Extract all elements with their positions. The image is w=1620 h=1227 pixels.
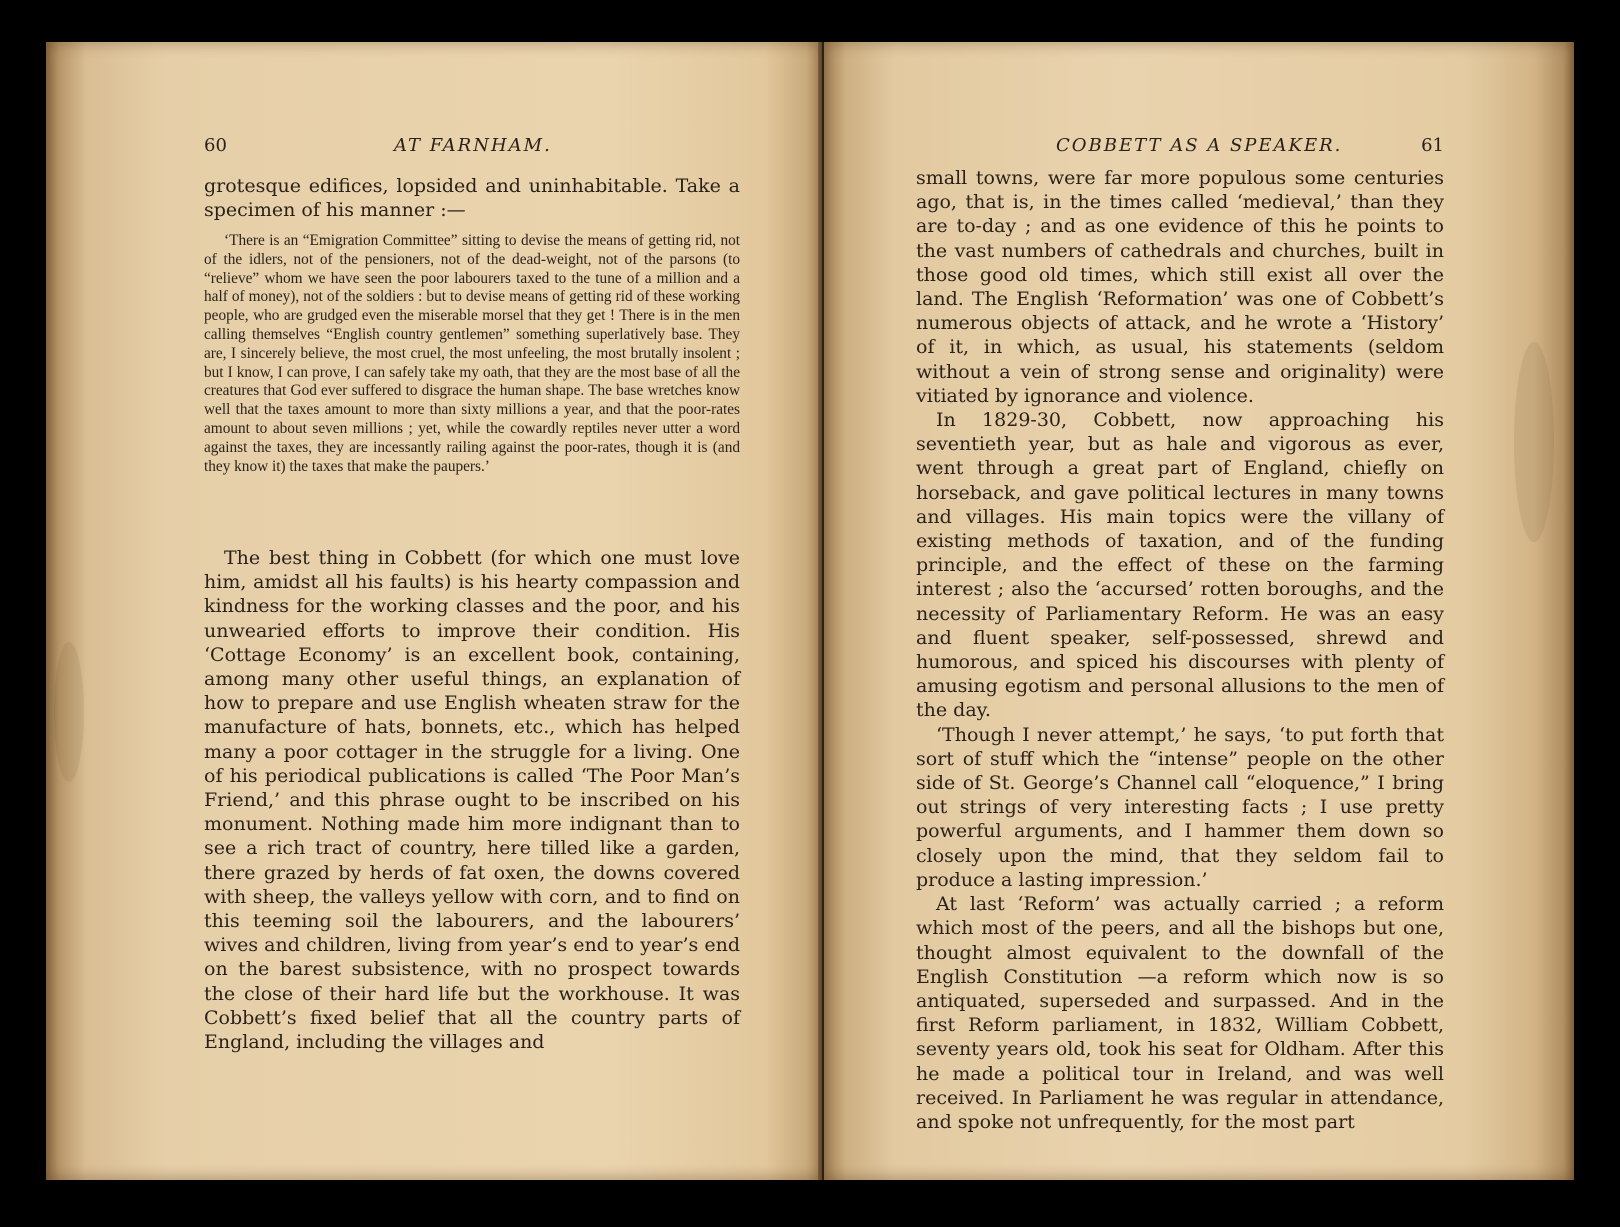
page-number: 61 [1421, 135, 1444, 156]
right-page [824, 42, 1574, 1180]
intro-paragraph: grotesque edifices, lopsided and uninhabitable. Take a specimen of his manner :— [204, 175, 740, 222]
main-paragraph-block [204, 546, 740, 1054]
right-text-block [916, 166, 1444, 1134]
intro-paragraph-block [204, 174, 740, 222]
running-title: COBBETT AS A SPEAKER. [1056, 135, 1343, 156]
paragraph: small towns, were far more populous some centuries ago, that is, in the times called ‘medieval,’ than they are to-day ; and as one evidence of this he points to the vast numbers of cathedrals and churches, built in those good old times, which still exist all over the land. The English ‘Reformation’ was one of Cobbett’s numerous objects of attack, and he wrote a ‘History’ of it, in which, as usual, his statements (seldom without a vein of strong sense and originality) were vitiated by ignorance and violence. [916, 167, 1444, 407]
page-number: 60 [204, 135, 227, 156]
paragraph: In 1829-30, Cobbett, now approaching his seventieth year, but as hale and vigorous as ever, went through a great part of England, chiefly on horseback, and gave political lectures in many towns and villages. His main topics were the villany of existing methods of taxation, and of the funding principle, and the effect of these on the farming interest ; also the ‘accursed’ rotten boroughs, and the necessity of Parliamentary Reform. He was an easy and fluent speaker, self-possessed, shrewd and humorous, and spiced his discourses with plenty of amusing egotism and personal allusions to the men of the day. [916, 409, 1444, 722]
left-page [46, 42, 822, 1180]
paragraph: At last ‘Reform’ was actually carried ; a reform which most of the peers, and all the bishops but one, thought almost equivalent to the downfall of the English Constitution —a reform which now is so antiquated, superseded and surpassed. And in the first Reform parliament, in 1832, William Cobbett, seventy years old, took his seat for Oldham. After this he made a political tour in Ireland, and was well received. In Parliament he was regular in attendance, and spoke not unfrequently, for the most part [916, 893, 1444, 1133]
running-title: AT FARNHAM. [394, 135, 552, 156]
right-page-header [916, 134, 1444, 158]
open-book [46, 42, 1574, 1180]
page-stain [1514, 342, 1554, 542]
left-page-header [204, 134, 740, 158]
main-paragraph: The best thing in Cobbett (for which one must love him, amidst all his faults) is his hearty compassion and kindness for the working classes and the poor, and his unwearied efforts to improve their condition. His ‘Cottage Economy’ is an excellent book, containing, among many other useful things, an explanation of how to prepare and use English wheaten straw for the manufacture of hats, bonnets, etc., which has helped many a poor cottager in the struggle for a living. One of his periodical publications is called ‘The Poor Man’s Friend,’ and this phrase ought to be inscribed on his monument. Nothing made him more indignant than to see a rich tract of country, here tilled like a garden, there grazed by herds of fat oxen, the downs covered with sheep, the valleys yellow with corn, and to find on this teeming soil the labourers, and the labourers’ wives and children, living from year’s end to year’s end on the barest subsistence, with no prospect towards the close of their hard life but the workhouse. It was Cobbett’s fixed belief that all the country parts of England, including the villages and [204, 547, 740, 1054]
block-quotation [204, 232, 740, 476]
quotation-text: ‘There is an “Emigration Committee” sitting to devise the means of getting rid, not of the idlers, not of the pensioners, not of the dead-weight, not of the parsons (to “relieve” whom we have seen the poor labourers taxed to the tune of a million and a half of money), not of the soldiers : but to devise means of getting rid of these working people, who are grudged even the miserable morsel that they get ! There is in the men calling themselves “English country gentlemen” something superlatively base. They are, I sincerely believe, the most cruel, the most unfeeling, the most brutally insolent ; but I know, I can prove, I can safely take my oath, that they are the most base of all the creatures that God ever suffered to disgrace the human shape. The base wretches know well that the taxes amount to more than sixty millions a year, and that the poor-rates amount to about seven millions ; yet, while the cowardly reptiles never utter a word against the taxes, they are incessantly railing against the poor-rates, though it is (and they know it) the taxes that make the paupers.’ [204, 232, 740, 475]
paragraph: ‘Though I never attempt,’ he says, ‘to put forth that sort of stuff which the “intense” people on the other side of St. George’s Channel call “eloquence,” I bring out strings of very interesting facts ; I use pretty powerful arguments, and I hammer them down so closely upon the mind, that they seldom fail to produce a lasting impression.’ [916, 723, 1444, 891]
page-stain [54, 642, 84, 782]
